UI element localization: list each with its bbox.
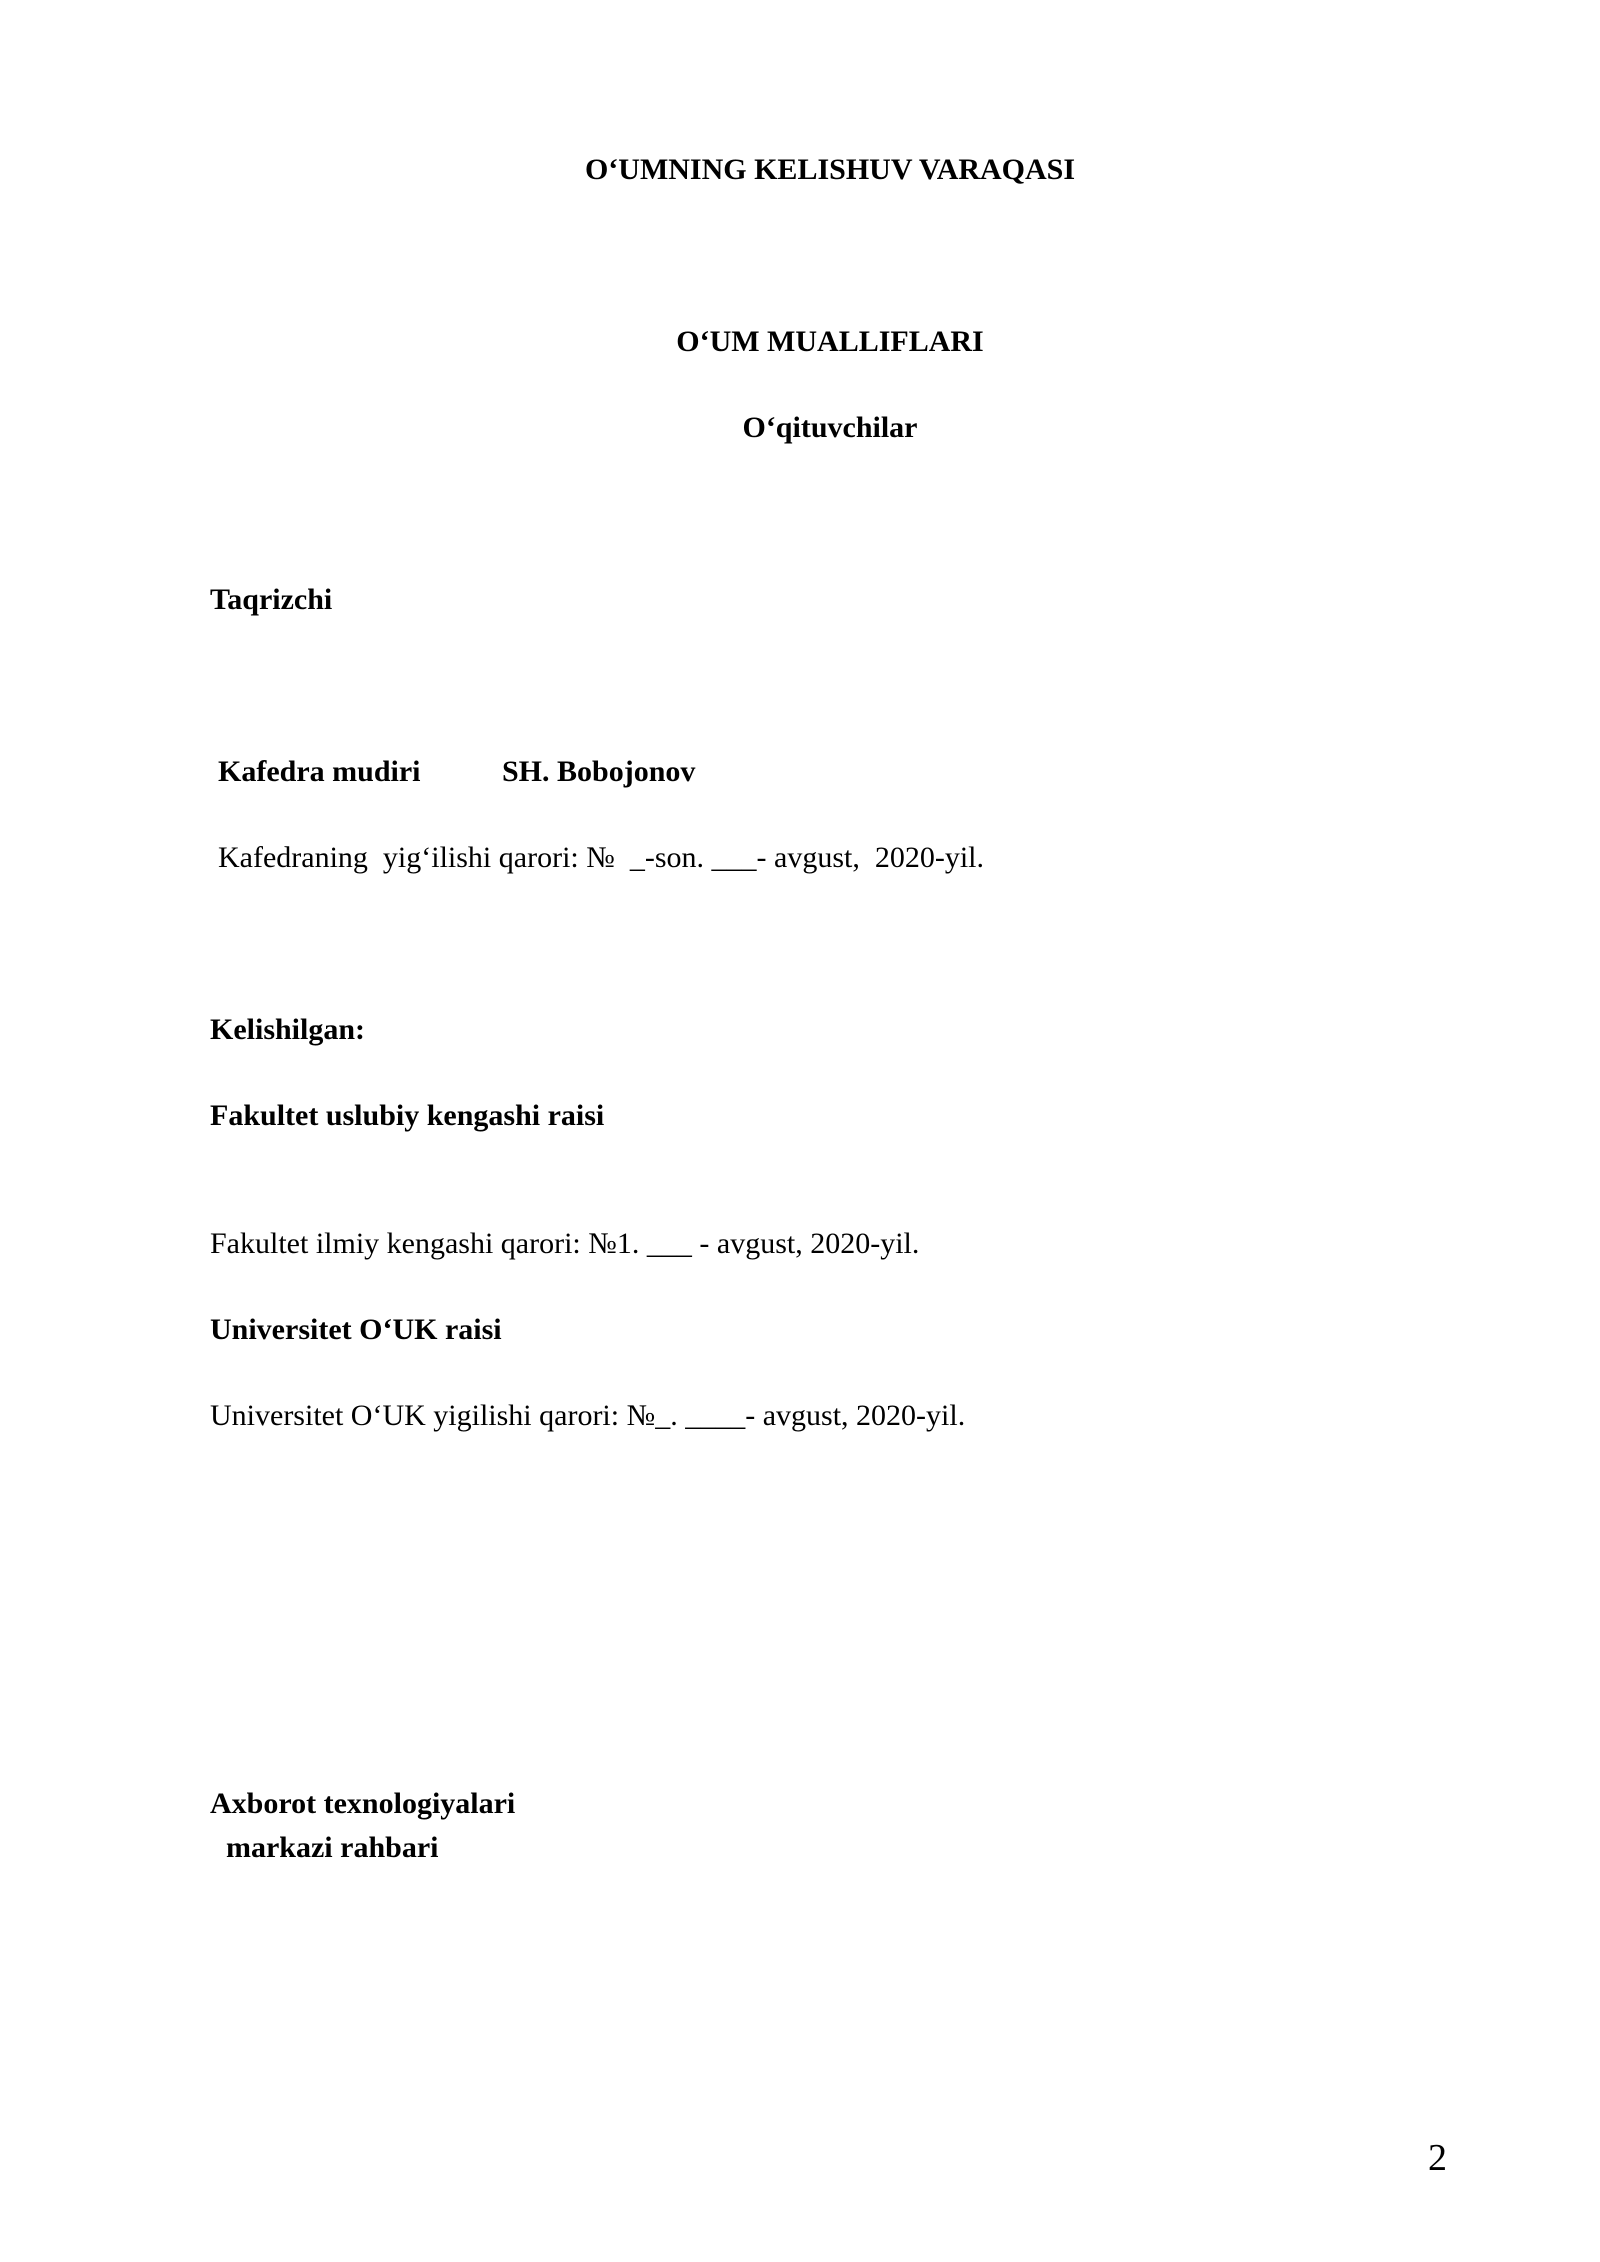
agreed-label: Kelishilgan: [210,1013,366,1046]
page-number: 2 [1428,2137,1447,2179]
it-center-head-line1: Axborot texnologiyalari [210,1787,516,1820]
head-of-department-label: Kafedra mudiri [218,755,421,788]
university-decision: Universitet O‘UK yigilishi qarori: №_. ____- avgust, 2020-yil. [210,1399,966,1432]
department-decision: Kafedraning yig‘ilishi qarori: № _-son. ___- avgust, 2020-yil. [218,841,984,874]
it-center-head-line2: markazi rahbari [226,1831,439,1864]
document-title: O‘UMNING KELISHUV VARAQASI [584,153,1076,186]
head-of-department-name: SH. Bobojonov [502,755,696,788]
reviewer-label: Taqrizchi [210,583,333,616]
authors-heading: O‘UM MUALLIFLARI [676,325,984,358]
faculty-council-chair: Fakultet uslubiy kengashi raisi [210,1099,605,1132]
faculty-council-decision: Fakultet ilmiy kengashi qarori: №1. ___ - avgust, 2020-yil. [210,1227,920,1260]
teachers-label: O‘qituvchilar [742,411,918,444]
university-chair: Universitet O‘UK raisi [210,1313,502,1346]
